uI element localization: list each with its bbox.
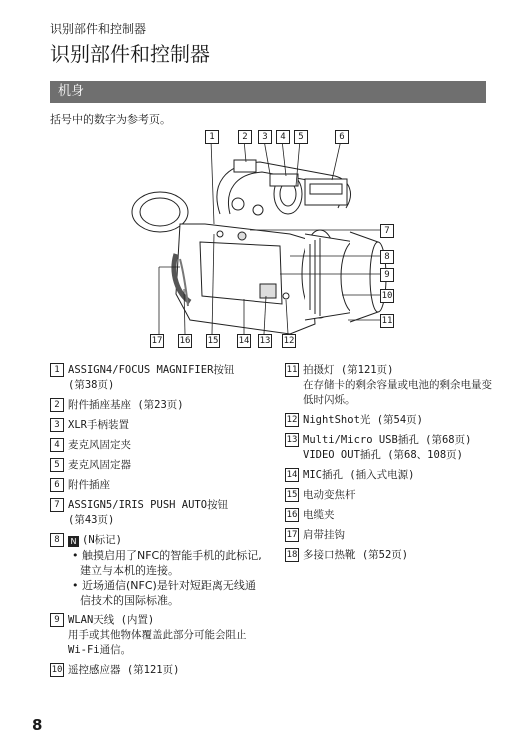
item-label: WLAN天线 (内置): [68, 614, 155, 626]
parts-list-left: [50, 362, 265, 682]
item-note: 在存储卡的剩余容量或电池的剩余电量变低时闪烁。: [303, 379, 492, 406]
callout-17: 17: [151, 336, 163, 346]
item-note: VIDEO OUT插孔 (第68、108页): [303, 449, 463, 461]
item-label: 电缆夹: [303, 509, 335, 521]
item-number: 5: [50, 458, 64, 472]
item-label: MIC插孔 (插入式电源): [303, 469, 415, 481]
nfc-bullet-text: 触摸启用了NFC的智能手机的此标记, 建立与本机的连接。: [80, 549, 262, 577]
item-number: 8: [50, 533, 64, 547]
list-item: [285, 547, 500, 563]
item-label: (N标记): [82, 534, 122, 546]
nfc-bullet: • 触摸启用了NFC的智能手机的此标记, 建立与本机的连接。: [72, 549, 262, 577]
callout-15: 15: [207, 336, 219, 346]
item-label: 遥控感应器 (第121页): [68, 664, 180, 676]
list-item: [50, 477, 265, 493]
section-heading: 机身: [50, 81, 486, 103]
list-item: [50, 437, 265, 453]
callout-6: 6: [335, 130, 349, 144]
item-label: 多接口热靴 (第52页): [303, 549, 409, 561]
list-item: [285, 412, 500, 428]
item-label: 拍摄灯 (第121页): [303, 364, 394, 376]
item-number: 3: [50, 418, 64, 432]
item-number: 13: [286, 435, 298, 445]
list-item: [285, 507, 500, 523]
item-label: ASSIGN5/IRIS PUSH AUTO按钮: [68, 499, 229, 511]
callout-3: 3: [258, 130, 272, 144]
item-number: 14: [286, 470, 298, 480]
callout-13: 13: [259, 336, 271, 346]
item-note: 用手或其他物体覆盖此部分可能会阻止Wi-Fi通信。: [68, 629, 247, 656]
callout-5: 5: [294, 130, 308, 144]
item-label: 麦克风固定夹: [68, 439, 131, 451]
item-label: NightShot光 (第54页): [303, 414, 424, 426]
callout-7: 7: [380, 224, 394, 238]
item-note: (第43页): [68, 514, 115, 526]
callout-16: 16: [179, 336, 191, 346]
item-number: 6: [50, 478, 64, 492]
callout-2: 2: [238, 130, 252, 144]
item-number: 17: [286, 530, 298, 540]
list-item: [50, 417, 265, 433]
item-number: 12: [286, 415, 298, 425]
list-item: [50, 612, 265, 658]
list-item: [50, 662, 265, 678]
list-item: [285, 362, 500, 408]
item-note: (第38页): [68, 379, 115, 391]
item-label: Multi/Micro USB插孔 (第68页): [303, 434, 472, 446]
item-number: 9: [50, 613, 64, 627]
list-item: [50, 457, 265, 473]
item-label: 麦克风固定器: [68, 459, 131, 471]
callout-12: 12: [283, 336, 295, 346]
item-label: 电动变焦杆: [303, 489, 356, 501]
callout-1: 1: [205, 130, 219, 144]
item-number: 16: [286, 510, 298, 520]
list-item: [285, 432, 500, 463]
item-label: 附件插座: [68, 479, 110, 491]
item-number: 11: [286, 365, 298, 375]
callout-9: 9: [380, 268, 394, 282]
nfc-bullet: • 近场通信(NFC)是针对短距离无线通信技术的国际标准。: [72, 579, 256, 607]
item-label: 附件插座基座 (第23页): [68, 399, 184, 411]
nfc-mark-icon: N: [68, 536, 79, 547]
item-label: XLR手柄装置: [68, 419, 129, 431]
list-item-nfc: [50, 532, 265, 608]
callout-14: 14: [238, 336, 250, 346]
callout-10: 10: [381, 291, 393, 301]
intro-text: 括号中的数字为参考页。: [50, 113, 171, 126]
item-label: 肩带挂钩: [303, 529, 345, 541]
callout-4: 4: [276, 130, 290, 144]
item-number: 2: [50, 398, 64, 412]
page-title: 识别部件和控制器: [50, 42, 210, 66]
callout-11: 11: [381, 316, 393, 326]
nfc-bullet-text: 近场通信(NFC)是针对短距离无线通信技术的国际标准。: [80, 579, 256, 607]
list-item: [50, 497, 265, 528]
list-item: [285, 527, 500, 543]
parts-list-right: [285, 362, 500, 567]
item-number: 7: [50, 498, 64, 512]
callout-8: 8: [380, 250, 394, 264]
item-number: 10: [51, 665, 63, 675]
list-item: [50, 362, 265, 393]
breadcrumb: 识别部件和控制器: [50, 22, 147, 36]
item-number: 18: [286, 550, 298, 560]
item-number: 15: [286, 490, 298, 500]
item-number: 1: [50, 363, 64, 377]
camcorder-drawing: [110, 124, 400, 356]
page-number: 8: [32, 716, 43, 734]
list-item: [50, 397, 265, 413]
camcorder-illustration: [110, 124, 400, 356]
list-item: [285, 487, 500, 503]
list-item: [285, 467, 500, 483]
item-label: ASSIGN4/FOCUS MAGNIFIER按钮: [68, 364, 235, 376]
item-number: 4: [50, 438, 64, 452]
